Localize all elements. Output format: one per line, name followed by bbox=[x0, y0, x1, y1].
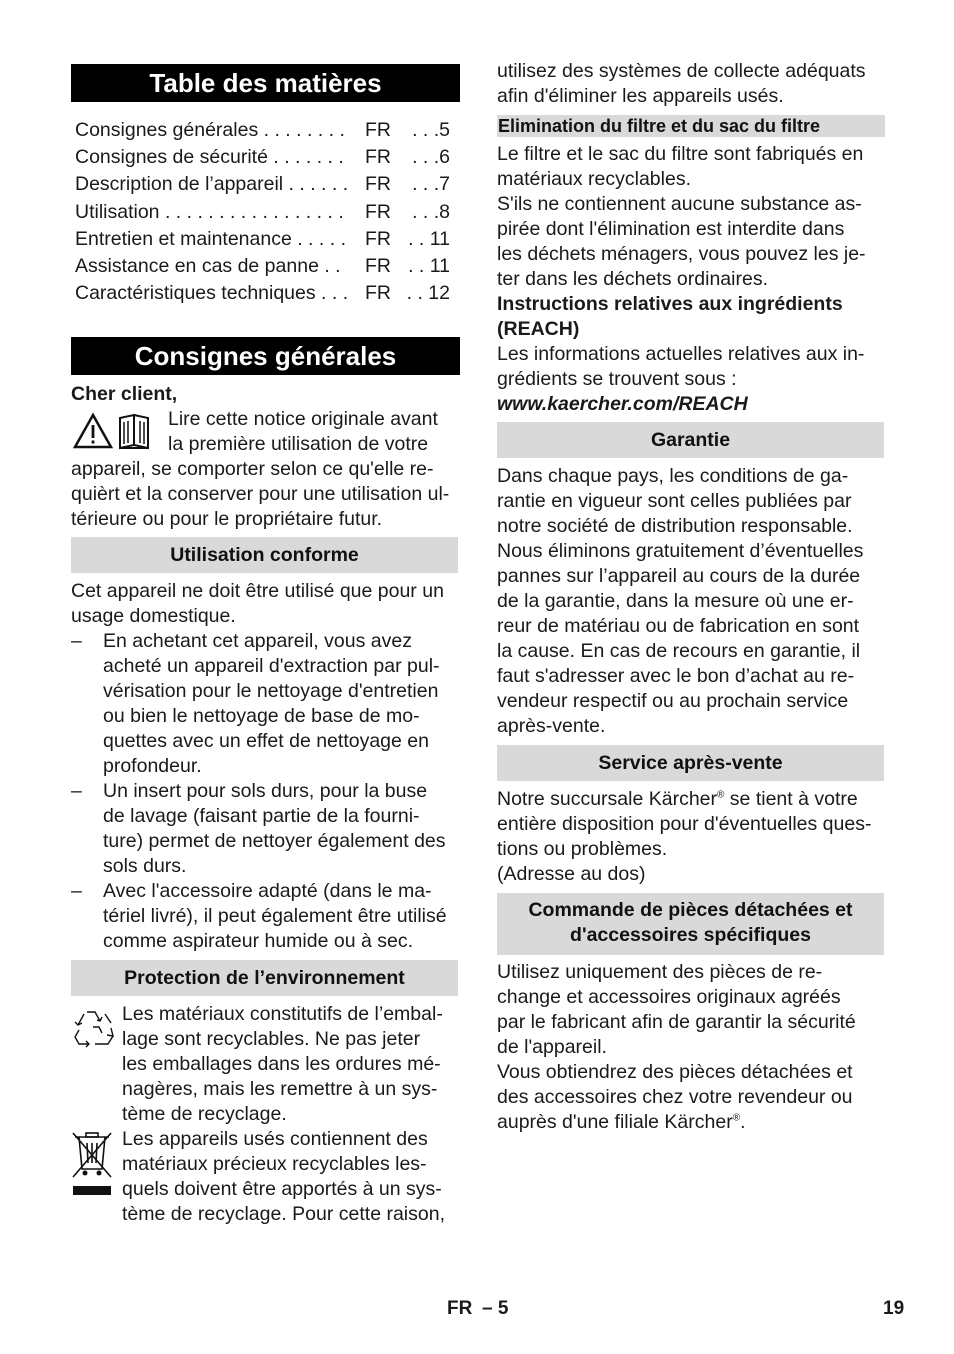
recycle-icon bbox=[73, 1008, 117, 1057]
bullet-3-line: Avec l'accessoire adapté (dans le ma- bbox=[103, 880, 432, 902]
warranty-heading: Garantie bbox=[497, 422, 884, 458]
reach-heading: (REACH) bbox=[497, 318, 580, 340]
bullet-1-line: acheté un appareil d'extraction par pul- bbox=[103, 655, 440, 677]
warranty-line: Nous éliminons gratuitement d’éventuelles bbox=[497, 540, 864, 562]
bullet-dash: – bbox=[71, 880, 82, 902]
warranty-line: la cause. En cas de recours en garantie, il bbox=[497, 640, 861, 662]
recycle-line: les emballages dans les ordures mé- bbox=[122, 1053, 441, 1075]
registered-mark: ® bbox=[732, 1112, 741, 1124]
warning-manual-icon bbox=[73, 412, 161, 457]
weee-line: quels doivent être apportés à un sys- bbox=[122, 1178, 442, 1200]
toc-entry-title: Utilisation . . . . . . . . . . . . . . . . . bbox=[75, 200, 344, 223]
toc-entry-title: Caractéristiques techniques . . . bbox=[75, 282, 349, 305]
toc-entry[interactable] bbox=[75, 172, 455, 199]
general-heading: Consignes générales bbox=[71, 337, 460, 375]
toc-entry[interactable] bbox=[75, 281, 455, 308]
toc-entry-title: Consignes générales . . . . . . . . bbox=[75, 119, 345, 141]
footer-lang: FR bbox=[447, 1298, 473, 1319]
footer-page-ref: – 5 bbox=[482, 1298, 509, 1319]
toc-entry-lang: FR bbox=[365, 282, 391, 305]
service-text: Notre succursale Kärcher bbox=[497, 788, 718, 810]
warranty-line: reur de matériau ou de fabrication en sont bbox=[497, 615, 860, 637]
filter-line: S'ils ne contiennent aucune substance as- bbox=[497, 193, 862, 215]
environment-heading: Protection de l’environnement bbox=[71, 960, 458, 996]
parts-text: auprès d'une filiale Kärcher bbox=[497, 1111, 733, 1133]
service-text: se tient à votre bbox=[724, 788, 858, 810]
parts-line bbox=[497, 1110, 886, 1135]
toc-entry[interactable] bbox=[75, 254, 455, 281]
toc-entry-lang: FR bbox=[365, 200, 391, 223]
filter-line: pirée dont l'élimination est interdite dans bbox=[497, 218, 845, 240]
reach-heading: Instructions relatives aux ingrédients bbox=[497, 293, 843, 315]
filter-heading: Elimination du filtre et du sac du filtre bbox=[497, 115, 885, 137]
parts-line: Vous obtiendrez des pièces détachées et bbox=[497, 1061, 853, 1083]
bullet-item-2 bbox=[71, 779, 460, 879]
toc-entry-title: Description de l’appareil . . . . . . bbox=[75, 173, 349, 196]
page-number: 19 bbox=[883, 1298, 905, 1319]
intro-line-2: la première utilisation de votre bbox=[168, 433, 429, 455]
recycle-line: lage sont recyclables. Ne pas jeter bbox=[122, 1028, 421, 1050]
bullet-2-line: sols durs. bbox=[103, 855, 187, 877]
toc-entry[interactable] bbox=[75, 227, 455, 254]
warranty-line: de la garantie, dans la mesure où une er- bbox=[497, 590, 854, 612]
greeting: Cher client, bbox=[71, 383, 178, 405]
warranty-line: faut s'adresser avec le bon d’achat au re- bbox=[497, 665, 855, 687]
toc-entry-lang: FR bbox=[365, 173, 391, 196]
toc-entry-title: Consignes de sécurité . . . . . . . bbox=[75, 146, 344, 169]
warranty-line: pannes sur l’appareil au cours de la durée bbox=[497, 565, 861, 587]
parts-line: Utilisez uniquement des pièces de re- bbox=[497, 961, 823, 983]
service-line: tions ou problèmes. bbox=[497, 838, 668, 860]
toc-entry-title: Entretien et maintenance . . . . . bbox=[75, 227, 346, 250]
warranty-line: Dans chaque pays, les conditions de ga- bbox=[497, 465, 849, 487]
bullet-1-line: profondeur. bbox=[103, 755, 202, 777]
toc-entry-page: . . .6 bbox=[412, 146, 450, 169]
bullet-dash: – bbox=[71, 780, 82, 802]
use-heading: Utilisation conforme bbox=[71, 537, 458, 573]
crossed-bin-icon bbox=[71, 1131, 113, 1206]
bullet-3-line: tériel livré), il peut également être utilisé bbox=[103, 905, 447, 927]
service-heading: Service après-vente bbox=[497, 745, 884, 781]
toc-entry-lang: FR bbox=[365, 119, 391, 141]
warranty-line: après-vente. bbox=[497, 715, 606, 737]
reach-line: grédients se trouvent sous : bbox=[497, 368, 737, 390]
bullet-item-3 bbox=[71, 879, 460, 954]
weee-line: matériaux précieux recyclables les- bbox=[122, 1153, 427, 1175]
toc-entry-title: Assistance en cas de panne . . bbox=[75, 254, 341, 277]
toc-entry-page: . . 11 bbox=[408, 227, 450, 250]
bullet-1-line: En achetant cet appareil, vous avez bbox=[103, 630, 412, 652]
bullet-2-line: ture) permet de nettoyer également des bbox=[103, 830, 446, 852]
service-line: (Adresse au dos) bbox=[497, 863, 646, 885]
toc-entry[interactable] bbox=[75, 200, 455, 227]
intro-line-3: appareil, se comporter selon ce qu'elle re- bbox=[71, 458, 434, 480]
filter-line: matériaux recyclables. bbox=[497, 168, 691, 190]
recycle-line: Les matériaux constitutifs de l’embal- bbox=[122, 1003, 443, 1025]
continued-line: utilisez des systèmes de collecte adéquats bbox=[497, 60, 866, 82]
reach-link[interactable]: www.kaercher.com/REACH bbox=[497, 393, 748, 415]
parts-line: par le fabricant afin de garantir la sécurité bbox=[497, 1011, 856, 1033]
weee-line: tème de recyclage. Pour cette raison, bbox=[122, 1203, 445, 1225]
toc-entry-page: . . .8 bbox=[412, 200, 450, 223]
toc-entry[interactable] bbox=[75, 145, 455, 172]
service-line: entière disposition pour d'éventuelles ques- bbox=[497, 813, 872, 835]
warranty-line: notre société de distribution responsable. bbox=[497, 515, 853, 537]
toc-entry-page: . . 12 bbox=[406, 282, 450, 305]
toc-entry-lang: FR bbox=[365, 227, 391, 250]
toc-entry-lang: FR bbox=[365, 146, 391, 169]
parts-heading bbox=[497, 893, 884, 955]
parts-heading-line: d'accessoires spécifiques bbox=[570, 924, 811, 946]
toc-heading: Table des matières bbox=[71, 64, 460, 102]
parts-line: des accessoires chez votre revendeur ou bbox=[497, 1086, 853, 1108]
bullet-1-line: quettes avec un effet de nettoyage en bbox=[103, 730, 429, 752]
parts-line: de l'appareil. bbox=[497, 1036, 607, 1058]
recycle-line: nagères, mais les remettre à un sys- bbox=[122, 1078, 438, 1100]
bullet-2-line: Un insert pour sols durs, pour la buse bbox=[103, 780, 428, 802]
bullet-1-line: ou bien le nettoyage de base de mo- bbox=[103, 705, 420, 727]
bullet-3-line: comme aspirateur humide ou à sec. bbox=[103, 930, 413, 952]
toc-entry[interactable] bbox=[75, 118, 455, 145]
warranty-line: vendeur respectif ou au prochain service bbox=[497, 690, 849, 712]
toc-entry-lang: FR bbox=[365, 254, 391, 277]
filter-line: ter dans les déchets ordinaires. bbox=[497, 268, 768, 290]
bullet-1-line: vérisation pour le nettoyage d'entretien bbox=[103, 680, 439, 702]
parts-text: . bbox=[740, 1111, 746, 1133]
toc-entry-page: . . .7 bbox=[412, 173, 450, 196]
service-line bbox=[497, 787, 886, 812]
use-line-2: usage domestique. bbox=[71, 605, 236, 627]
bullet-item-1 bbox=[71, 629, 460, 779]
bullet-2-line: de lavage (faisant partie de la fourni- bbox=[103, 805, 420, 827]
parts-heading-line: Commande de pièces détachées et bbox=[528, 899, 853, 921]
reach-line: Les informations actuelles relatives aux in- bbox=[497, 343, 865, 365]
intro-line-5: térieure ou pour le propriétaire futur. bbox=[71, 508, 383, 530]
table-of-contents bbox=[75, 118, 455, 308]
continued-line: afin d'éliminer les appareils usés. bbox=[497, 85, 784, 107]
intro-line-1: Lire cette notice originale avant bbox=[168, 408, 438, 430]
bullet-dash: – bbox=[71, 630, 82, 652]
intro-line-4: quièrt et la conserver pour une utilisation ul- bbox=[71, 483, 450, 505]
parts-line: change et accessoires originaux agréés bbox=[497, 986, 841, 1008]
filter-line: les déchets ménagers, vous pouvez les je- bbox=[497, 243, 866, 265]
registered-mark: ® bbox=[717, 789, 725, 801]
warranty-line: rantie en vigueur sont celles publiées par bbox=[497, 490, 852, 512]
recycle-line: tème de recyclage. bbox=[122, 1103, 287, 1125]
weee-line: Les appareils usés contiennent des bbox=[122, 1128, 428, 1150]
toc-entry-page: . . .5 bbox=[412, 119, 450, 141]
filter-line: Le filtre et le sac du filtre sont fabriqués en bbox=[497, 143, 864, 165]
use-line-1: Cet appareil ne doit être utilisé que pour un bbox=[71, 580, 444, 602]
toc-entry-page: . . 11 bbox=[408, 254, 450, 277]
